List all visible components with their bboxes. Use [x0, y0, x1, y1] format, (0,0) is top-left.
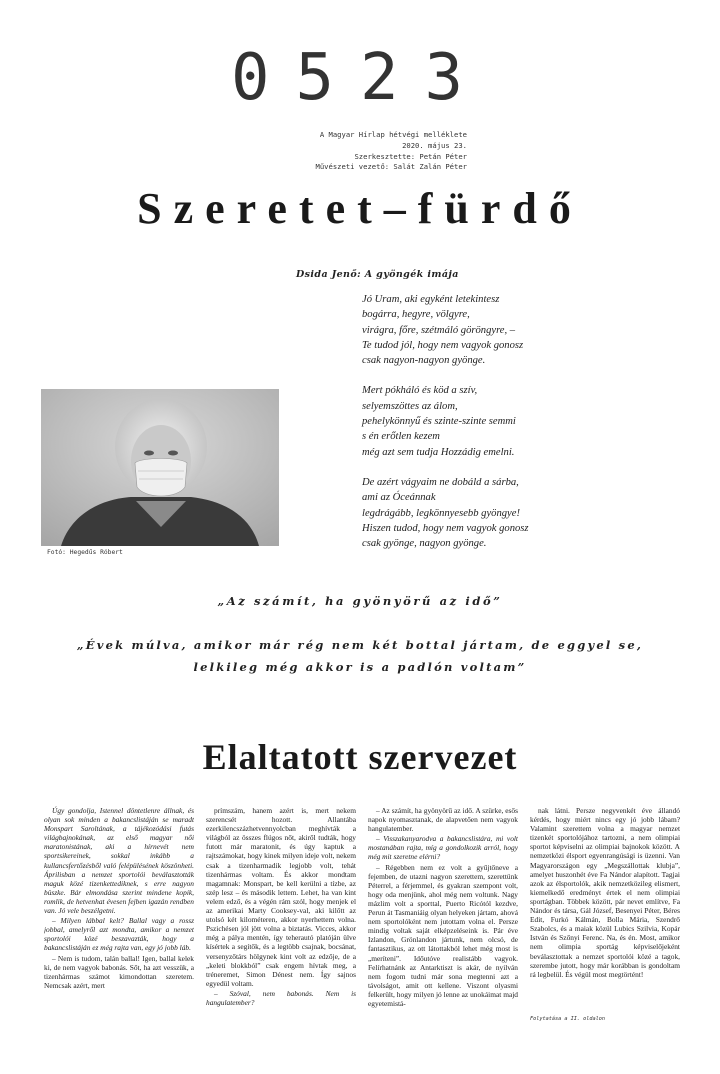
- article-headline: Elaltatott szervezet: [202, 737, 518, 777]
- poem-line: legdrágább, legkönnyesebb gyöngye!: [362, 507, 520, 519]
- article-column-2: [206, 806, 356, 1042]
- credits-editor: Szerkesztette: Petán Péter: [354, 151, 467, 161]
- credits-block: [240, 130, 467, 173]
- article-column-1: [44, 806, 194, 1042]
- article-paragraph: prímszám, hanem azért is, mert nekem szerencsét hozott. Allantába ezerkilencszázhetvennyolcban meghívták a világból az összes flúgos nőt, akiről tudták, hogy futott már maratonit, és úgy kaptuk a rajtszámokat, hogy kinek milyen ideje volt, nekem csak a tizenharmadik legjobb volt, tehát tizenhármas voltam. És akkor mondtam magamnak: Monspart, be kell kerülni a tízbe, az szép lesz – és második lettem. Lehet, ha van kint velem edző, és a végén rám szól, hogy menjek el az amerikai Marty Cooksey-val, aki kilőtt az utolsó két kilométeren, akkor nyerhettem volna. Pszichésen jól jött volna a biztatás. Vicces, akkor még a pálya mentén, így teherautó platóján ülve kísértek a segítők, és a legtöbb csajnak, bocsánat, versenyzőtárs hölgynek kint volt az edzője, de a „keleti blokkból” csak engem hívtak meg, a tréneremet, Simon Dénest nem. Így sajnos egyedül voltam.: [206, 806, 356, 988]
- poem-title: Dsida Jenő: A gyöngék imája: [296, 269, 459, 280]
- article-column-3: [368, 806, 518, 1042]
- credits-art-director: Művészeti vezető: Salát Zalán Péter: [315, 162, 467, 172]
- pull-quote-2: „Évek múlva, amikor már rég nem két bottal jártam, de eggyel se, lelkileg még akkor is a padlón voltam”: [76, 638, 644, 674]
- poem-line: pehelykönnyű és szinte-szinte semmi: [362, 416, 516, 428]
- poem-line: s én erőtlen kezem: [362, 431, 440, 443]
- poem-body: [362, 292, 602, 566]
- poem-line: Jó Uram, aki egyként letekintesz: [362, 294, 500, 305]
- poem-line: Hiszen tudod, hogy nem vagyok gonosz: [362, 522, 529, 534]
- article-paragraph: – Szóval, nem babonás. Nem is hangulatember?: [206, 988, 356, 1007]
- poem-line: még azt sem tudja Hozzádig emelni.: [362, 446, 515, 458]
- poem-stanza: [362, 475, 602, 551]
- poem-line: Te tudod jól, hogy nem vagyok gonosz: [362, 339, 524, 351]
- poem-line: De azért vágyaim ne dobáld a sárba,: [362, 476, 519, 488]
- poem-line: csak gyönge, nagyon gyönge.: [362, 538, 487, 550]
- poem-line: Mert pókháló és köd a szív,: [362, 385, 478, 397]
- poem-line: virágra, főre, szétmáló göröngyre, –: [362, 324, 516, 336]
- article-column-4: [530, 806, 680, 1042]
- pull-quote-1: „Az számít, ha gyönyörű az idő”: [217, 594, 503, 608]
- article-paragraph: – Visszakanyarodva a bakancslistára, mi volt mostanában rajta, míg a gondolkozik arról, hogy még mit szeretne elérni?: [368, 834, 518, 862]
- poem-line: ami az Óceánnak: [362, 492, 436, 504]
- article-body: [44, 806, 680, 1042]
- continued-note: Folytatása a II. oldalon: [530, 1016, 605, 1022]
- poem-stanza: [362, 292, 602, 368]
- article-paragraph: – Az számít, ha gyönyörű az idő. A szürke, esős napok nyomasztanak, de alapvetően nem vagyok hangulatember.: [368, 806, 518, 834]
- article-paragraph: nak látni. Persze negyvenkét éve állandó kérdés, hogy miért nincs egy jó jobb lábam? Valamint szerettem volna a magyar nemzet tizenkét sportolójához tartozni, a nem olimpiai sportot képviselni az olimpiai bajnokok között. A nemzetközi élsport egyenrangúsági is üzenni. Van Magyarországon egy „Megszállottak klubja”, amelyet huszonhét éve Fa Nándor alapított. Tagjai azok az élsportolók, akik nemzetközileg elismert, kiemelkedő eredményt értek el nem olimpiai sportágban. Többek között, pár nevet említve, Fa Nándor és társa, Gál József, Besenyei Péter, Béres Edit, Furkó Kálmán, Bolla Mária, Szendrő Szabolcs, és a maiak közül Lubics Szilvia, Kopár István és Szőnyi Ferenc. Na, és én. Most, amikor nem olimpia sportág képviselőjeként beválasztottak a nemzet sportolói közé a tagok, szerembe jutott, hogy már korábban is gondoltam rá legbelül. És végül most megtörtént!: [530, 806, 680, 979]
- poem-line: csak nagyon-nagyon gyönge.: [362, 355, 486, 367]
- poem-line: selyemszöttes az álom,: [362, 400, 458, 412]
- portrait-photo-image: [41, 389, 279, 546]
- portrait-photo: [41, 389, 279, 546]
- credits-supplement: A Magyar Hírlap hétvégi melléklete: [319, 130, 467, 139]
- masthead-date: 0523: [230, 41, 490, 115]
- article-paragraph: – Régebben nem ez volt a gyűjtőneve a fejemben, de utazni nagyon szerettem, szerettünk Péterrel, a férjemmel, és gyakran szempont volt, hogy oda menjünk, ahol még nem voltunk. Nagy mázlim volt a sporttal, Puerto Ricótól kezdve, Perun át Tasmaniáig olyan helyeken jártam, ahová nem sportolóként nem jutottam volna el. Persze mindig voltak saját elképzeléseink is. Pár éve Izlandon, Grönlandon jártunk, nem olcsó, de fantasztikus, az ott látottakból lehet még most is „meríteni”. Időutóve realistább vagyok. Felírhatnánk az Antarktiszt is akár, de nyilván nem fogom tudni már sona megtenni azt a távolságot, amit ott kellene. Viszont olyasmi felkerült, hogy milyen jó lenne az unokáimat majd egyetemistá-: [368, 862, 518, 1008]
- article-paragraph: Úgy gondolja, Istennel döntetlenre állnak, és olyan sok minden a bakancslistáján se maradt Monspart Saroltának, a tájékozódási futás világbajnokának, az első magyar női maratonistának, aki a hírnevét nem sportsikereinek, sokkal inkább a kullancsfertőzésből való felépülésének köszönheti. Áprilisban a nemzet sportolói beválasztották maguk közé tizenkettediknek, s erre nagyon büszke. Bár elmondása szerint mindene kopik, romlik, de hetvenhat évesen fejben igazán rendben van. Jó vele beszélgetni.: [44, 806, 194, 916]
- poem-line: bogárra, hegyre, völgyre,: [362, 309, 470, 321]
- article-paragraph: – Milyen lábbal kelt? Ballal vagy a rossz jobbal, amelyről azt mondta, amikor a nemzet sportolói közé beszavazták, hogy a bakancslistáján ez még rajta van, egy jó jobb láb.: [44, 916, 194, 953]
- poem-stanza: [362, 383, 602, 459]
- photo-credit: Fotó: Hegedűs Róbert: [47, 549, 123, 556]
- main-headline: Szeretet–fürdő: [137, 184, 583, 233]
- credits-date: 2020. május 23.: [402, 140, 467, 150]
- article-paragraph: – Nem is tudom, talán ballal! Igen, ballal kelek ki, de nem vagyok babonás. Sőt, ha azt vesszük, a tizenhármas számot kimondottan szeretem. Nemcsak azért, mert: [44, 953, 194, 990]
